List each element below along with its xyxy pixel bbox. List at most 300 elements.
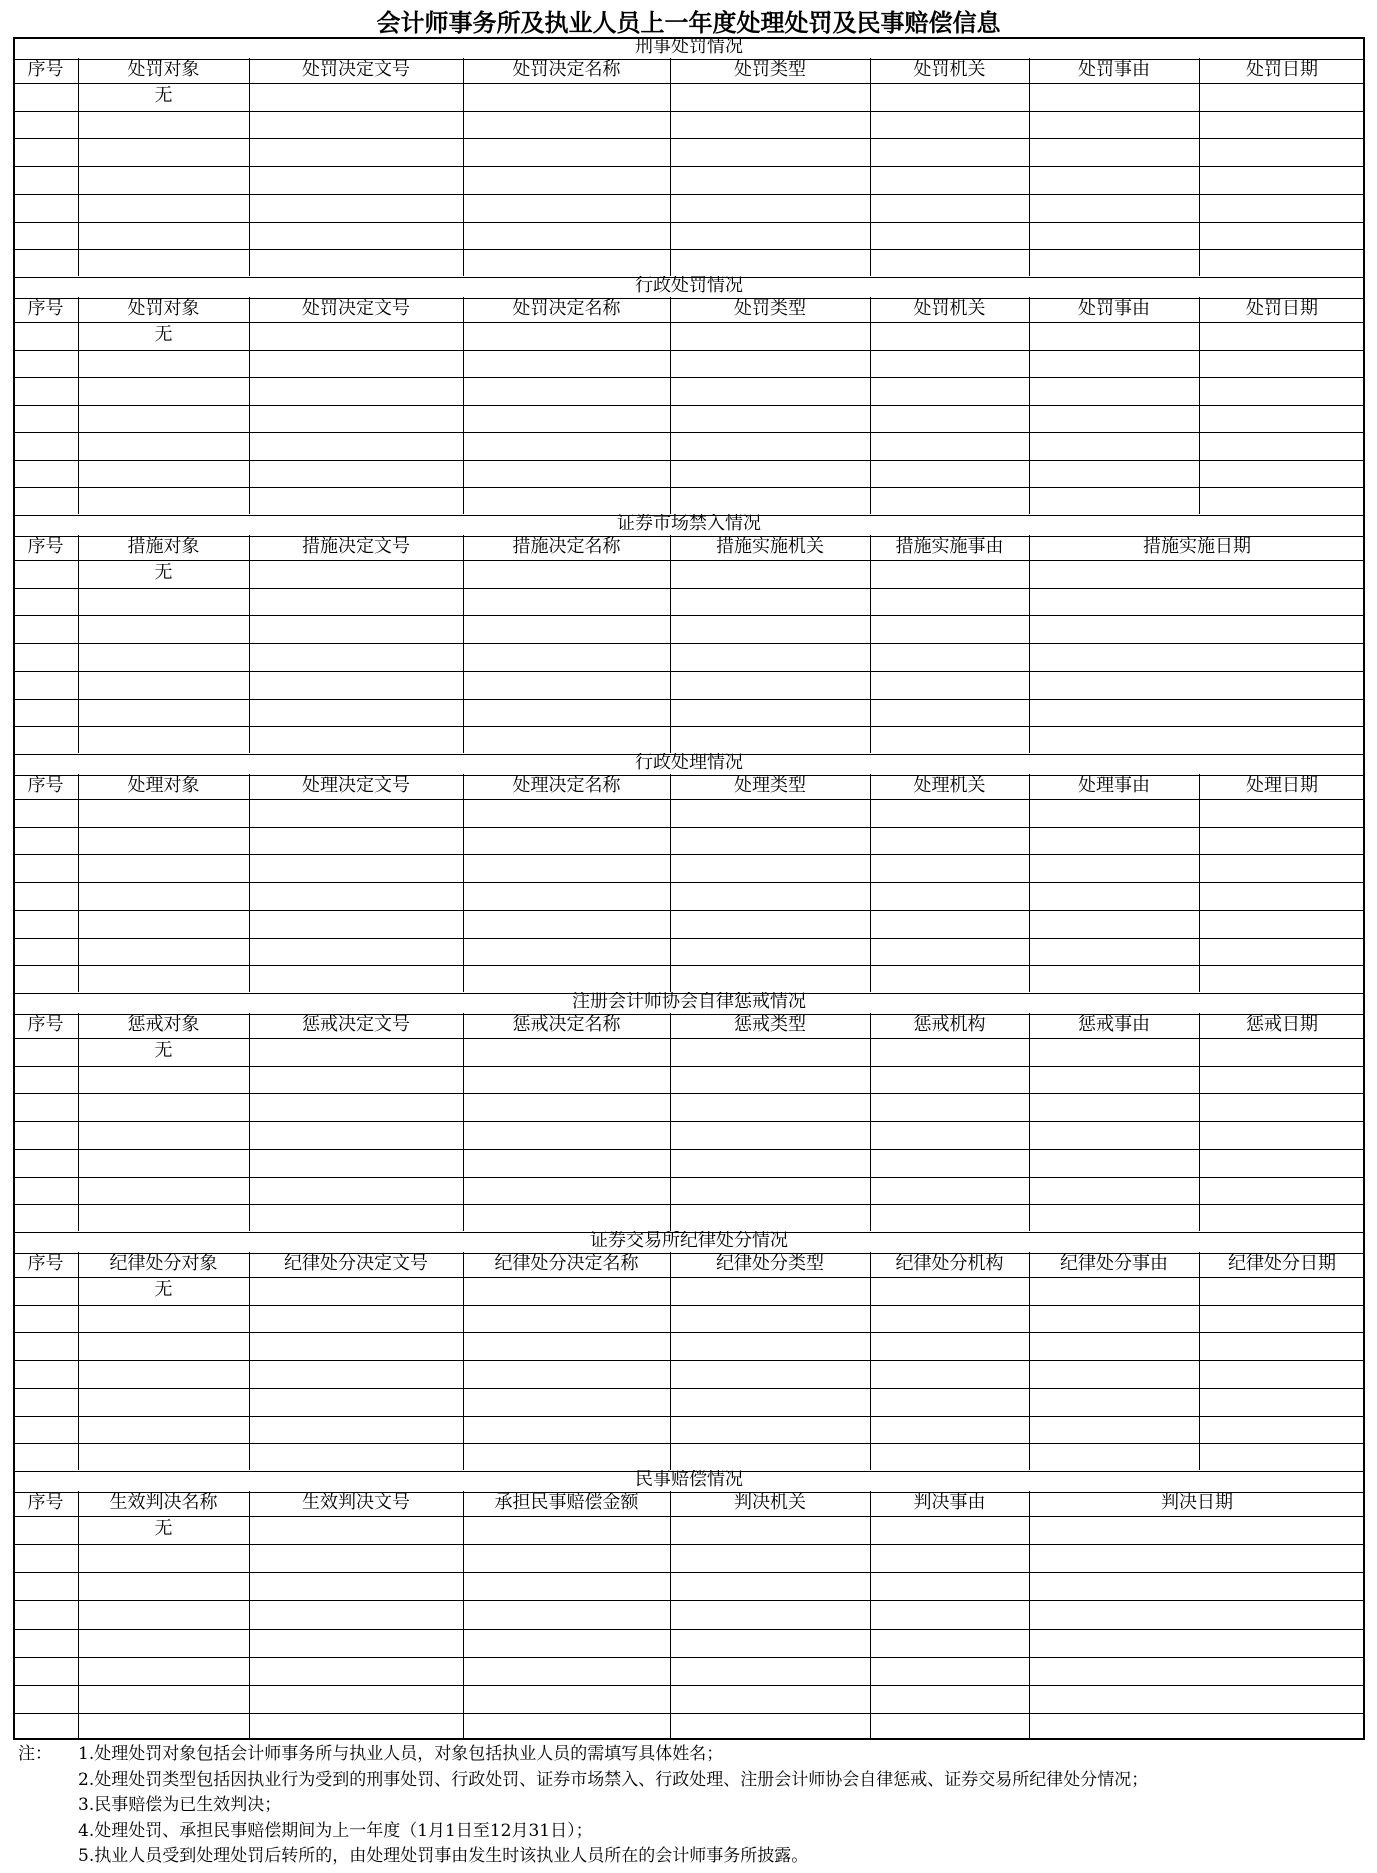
grid-line <box>1199 1013 1200 1232</box>
table-cell <box>78 1203 249 1231</box>
column-header: 序号 <box>27 535 64 557</box>
table-cell <box>670 221 870 249</box>
grid-line <box>463 1252 464 1471</box>
table-cell <box>463 1092 670 1120</box>
table-cell <box>249 725 463 753</box>
table-cell <box>1029 614 1365 642</box>
table-cell <box>463 826 670 854</box>
table-cell <box>13 376 78 404</box>
table-cell <box>13 431 78 459</box>
column-header: 纪律处分对象 <box>109 1252 218 1274</box>
table-cell <box>670 82 870 110</box>
table-cell <box>463 614 670 642</box>
table-cell <box>1199 909 1365 937</box>
table-cell <box>463 165 670 193</box>
table-cell <box>463 642 670 670</box>
table-cell <box>1029 670 1365 698</box>
table-cell <box>1199 110 1365 138</box>
table-cell: 无 <box>154 561 173 583</box>
table-cell <box>13 1176 78 1204</box>
table-cell <box>870 82 1029 110</box>
table-cell <box>463 82 670 110</box>
table-cell <box>249 165 463 193</box>
table-cell <box>78 1148 249 1176</box>
table-cell <box>870 1628 1029 1656</box>
table-cell <box>78 1065 249 1093</box>
table-cell <box>670 1684 870 1712</box>
table-cell <box>463 110 670 138</box>
column-header: 惩戒类型 <box>734 1013 806 1035</box>
grid-line <box>870 1252 871 1471</box>
table-cell <box>670 964 870 992</box>
grid-line <box>1199 774 1200 993</box>
table-cell <box>870 1065 1029 1093</box>
table-cell <box>78 642 249 670</box>
table-cell <box>870 1276 1029 1304</box>
column-header: 纪律处分事由 <box>1060 1252 1168 1274</box>
table-cell <box>1029 1415 1199 1443</box>
table-cell <box>463 670 670 698</box>
column-header: 处罚日期 <box>1246 58 1318 80</box>
table-cell <box>249 909 463 937</box>
table-cell <box>1029 110 1199 138</box>
table-cell <box>13 1442 78 1470</box>
table-cell <box>13 1331 78 1359</box>
table-cell <box>249 404 463 432</box>
table-cell <box>13 404 78 432</box>
section-title: 刑事处罚情况 <box>635 37 743 58</box>
table-cell <box>870 486 1029 514</box>
table-cell <box>1029 937 1199 965</box>
table-cell <box>870 853 1029 881</box>
table-cell <box>249 1571 463 1599</box>
table-cell <box>13 1543 78 1571</box>
table-cell <box>1199 349 1365 377</box>
table-cell <box>13 165 78 193</box>
table-cell <box>13 881 78 909</box>
table-cell <box>870 459 1029 487</box>
table-cell <box>1029 137 1199 165</box>
column-header: 措施实施事由 <box>895 535 1004 557</box>
table-cell <box>1029 1276 1199 1304</box>
table-cell <box>463 1176 670 1204</box>
table-cell <box>870 614 1029 642</box>
table-cell <box>463 1442 670 1470</box>
table-cell <box>670 1712 870 1740</box>
table-cell <box>249 1359 463 1387</box>
table-cell <box>463 964 670 992</box>
table-cell <box>463 1656 670 1684</box>
grid-line <box>78 1491 79 1741</box>
column-header: 序号 <box>27 774 64 796</box>
table-cell <box>1029 1628 1365 1656</box>
table-cell <box>1199 1176 1365 1204</box>
column-header: 序号 <box>27 1013 64 1035</box>
table-cell <box>249 1092 463 1120</box>
table-cell <box>249 1656 463 1684</box>
table-cell <box>1199 1276 1365 1304</box>
table-cell <box>670 1276 870 1304</box>
table-cell <box>463 193 670 221</box>
table-cell <box>670 1628 870 1656</box>
table-cell <box>1029 964 1199 992</box>
table-cell <box>78 1304 249 1332</box>
column-header: 生效判决名称 <box>109 1491 218 1513</box>
grid-line <box>463 58 464 277</box>
note-item: 3.民事赔偿为已生效判决； <box>78 1795 282 1815</box>
table-cell <box>670 826 870 854</box>
table-cell <box>1199 853 1365 881</box>
table-cell <box>78 725 249 753</box>
table-cell <box>78 1656 249 1684</box>
table-cell <box>463 1276 670 1304</box>
table-cell <box>463 1387 670 1415</box>
table-cell <box>13 1276 78 1304</box>
column-header: 措施实施机关 <box>716 535 824 557</box>
column-header: 处罚决定文号 <box>302 297 410 319</box>
table-cell <box>78 937 249 965</box>
column-header: 惩戒事由 <box>1078 1013 1150 1035</box>
table-cell <box>1029 1176 1199 1204</box>
table-cell <box>13 1628 78 1656</box>
table-cell <box>13 110 78 138</box>
table-cell <box>463 725 670 753</box>
table-cell <box>1029 376 1199 404</box>
table-cell <box>249 1543 463 1571</box>
table-cell <box>870 248 1029 276</box>
table-cell <box>1029 1304 1199 1332</box>
table-cell <box>78 248 249 276</box>
table-cell <box>870 1148 1029 1176</box>
table-cell <box>1199 1120 1365 1148</box>
table-cell <box>870 937 1029 965</box>
column-header: 措施决定文号 <box>302 535 410 557</box>
table-cell <box>670 559 870 587</box>
table-cell <box>13 349 78 377</box>
table-cell <box>249 1176 463 1204</box>
table-cell <box>1199 826 1365 854</box>
table-cell <box>249 1304 463 1332</box>
table-cell <box>78 587 249 615</box>
column-header: 判决日期 <box>1161 1491 1233 1513</box>
table-cell <box>78 1092 249 1120</box>
column-header: 惩戒日期 <box>1246 1013 1318 1035</box>
table-cell <box>1029 1359 1199 1387</box>
table-cell <box>78 376 249 404</box>
table-cell <box>13 321 78 349</box>
table-cell <box>463 1203 670 1231</box>
table-cell <box>463 1037 670 1065</box>
table-cell <box>1029 798 1199 826</box>
table-cell <box>870 1176 1029 1204</box>
table-cell <box>870 1684 1029 1712</box>
grid-line <box>670 774 671 993</box>
table-cell <box>1029 1148 1199 1176</box>
table-cell <box>1029 1599 1365 1627</box>
table-cell <box>670 698 870 726</box>
table-cell <box>1029 431 1199 459</box>
table-cell <box>13 909 78 937</box>
table-cell <box>1029 909 1199 937</box>
table-cell <box>670 1599 870 1627</box>
table-cell <box>13 486 78 514</box>
table-cell <box>249 642 463 670</box>
table-cell <box>670 1304 870 1332</box>
table-cell <box>78 1543 249 1571</box>
table-cell <box>463 1571 670 1599</box>
table-cell <box>78 1359 249 1387</box>
table-cell <box>249 1331 463 1359</box>
table-cell <box>870 1515 1029 1543</box>
table-cell <box>1029 321 1199 349</box>
table-cell <box>1199 193 1365 221</box>
table-cell <box>1199 321 1365 349</box>
table-cell <box>249 137 463 165</box>
grid-line <box>1199 297 1200 515</box>
table-cell <box>670 1442 870 1470</box>
grid-line <box>78 1252 79 1471</box>
table-cell <box>1029 1065 1199 1093</box>
table-cell <box>1029 1515 1365 1543</box>
table-cell <box>870 670 1029 698</box>
column-header: 处理对象 <box>127 774 200 796</box>
column-header: 处罚类型 <box>734 297 806 319</box>
table-cell <box>13 82 78 110</box>
table-cell <box>870 642 1029 670</box>
table-cell <box>463 881 670 909</box>
table-cell <box>670 486 870 514</box>
grid-line <box>670 535 671 754</box>
table-cell <box>1029 587 1365 615</box>
table-cell <box>1199 1304 1365 1332</box>
table-cell <box>78 165 249 193</box>
section-title: 证券市场禁入情况 <box>617 514 761 535</box>
table-cell <box>870 431 1029 459</box>
table-cell <box>1029 1331 1199 1359</box>
table-cell <box>463 1065 670 1093</box>
table-cell <box>13 1359 78 1387</box>
column-header: 措施对象 <box>127 535 200 557</box>
column-header: 处理事由 <box>1078 774 1150 796</box>
section-title: 证券交易所纪律处分情况 <box>590 1231 788 1252</box>
table-cell <box>249 1120 463 1148</box>
column-header: 处罚机关 <box>913 58 986 80</box>
grid-line <box>463 297 464 515</box>
table-cell <box>670 1092 870 1120</box>
table-cell <box>13 221 78 249</box>
table-cell <box>870 1656 1029 1684</box>
table-cell <box>870 1037 1029 1065</box>
table-cell <box>670 248 870 276</box>
table-cell <box>1029 1712 1365 1740</box>
grid-line <box>1029 1491 1030 1741</box>
table-cell <box>249 1276 463 1304</box>
table-cell <box>13 248 78 276</box>
table-cell <box>249 853 463 881</box>
table-cell <box>870 881 1029 909</box>
table-cell <box>1199 1442 1365 1470</box>
table-cell <box>249 826 463 854</box>
column-header: 处罚事由 <box>1078 297 1150 319</box>
table-cell <box>870 1442 1029 1470</box>
table-cell <box>78 1684 249 1712</box>
table-cell <box>249 1515 463 1543</box>
table-cell <box>13 1037 78 1065</box>
grid-line <box>870 535 871 754</box>
column-header: 判决机关 <box>734 1491 806 1513</box>
table-cell <box>1029 1656 1365 1684</box>
table-cell <box>1199 798 1365 826</box>
grid-line <box>870 774 871 993</box>
table-cell <box>670 1656 870 1684</box>
column-header: 序号 <box>27 1491 64 1513</box>
table-cell <box>1199 1148 1365 1176</box>
table-cell <box>463 486 670 514</box>
table-cell <box>870 587 1029 615</box>
table-cell <box>1199 937 1365 965</box>
table-cell <box>670 165 870 193</box>
column-header: 处罚决定文号 <box>302 58 410 80</box>
table-cell <box>670 881 870 909</box>
table-cell <box>78 404 249 432</box>
table-cell <box>670 376 870 404</box>
table-cell <box>249 1628 463 1656</box>
table-cell <box>78 1442 249 1470</box>
table-cell <box>1029 459 1199 487</box>
note-item: 2.处理处罚类型包括因执业行为受到的刑事处罚、行政处罚、证券市场禁入、行政处理、注册会计师协会自律惩戒、证券交易所纪律处分情况； <box>78 1769 1149 1790</box>
table-cell <box>78 1599 249 1627</box>
grid-line <box>670 1491 671 1741</box>
table-cell <box>870 1599 1029 1627</box>
table-cell <box>13 964 78 992</box>
table-cell <box>78 798 249 826</box>
table-cell <box>13 1684 78 1712</box>
grid-line <box>78 1013 79 1232</box>
table-cell <box>670 937 870 965</box>
table-cell <box>1029 165 1199 193</box>
table-cell <box>13 853 78 881</box>
column-header: 处罚类型 <box>734 58 806 80</box>
table-cell <box>1199 881 1365 909</box>
table-cell <box>13 587 78 615</box>
table-cell <box>870 137 1029 165</box>
grid-line <box>249 1013 250 1232</box>
grid-line <box>249 1252 250 1471</box>
table-cell <box>249 881 463 909</box>
column-header: 措施决定名称 <box>512 535 621 557</box>
section-title: 行政处罚情况 <box>635 276 743 297</box>
table-cell <box>463 1628 670 1656</box>
table-cell <box>870 909 1029 937</box>
table-cell <box>13 1571 78 1599</box>
disclosure-table <box>13 37 1365 1740</box>
column-header: 措施实施日期 <box>1143 535 1251 557</box>
table-cell <box>249 221 463 249</box>
grid-line <box>870 58 871 277</box>
table-cell <box>870 1304 1029 1332</box>
table-cell <box>13 137 78 165</box>
grid-line <box>249 774 250 993</box>
table-cell <box>1029 404 1199 432</box>
table-cell <box>463 459 670 487</box>
table-cell <box>1029 1120 1199 1148</box>
table-cell <box>670 1515 870 1543</box>
grid-line <box>670 297 671 515</box>
table-cell <box>13 1092 78 1120</box>
grid-line <box>1029 1252 1030 1471</box>
table-cell <box>670 404 870 432</box>
table-cell <box>1199 165 1365 193</box>
column-header: 处理机关 <box>913 774 986 796</box>
grid-line <box>1029 297 1030 515</box>
table-cell <box>670 1037 870 1065</box>
column-header: 纪律处分决定名称 <box>494 1252 639 1274</box>
table-cell <box>670 431 870 459</box>
table-cell <box>78 1120 249 1148</box>
column-header: 惩戒决定名称 <box>512 1013 621 1035</box>
table-cell <box>1199 1065 1365 1093</box>
column-header: 处理日期 <box>1246 774 1318 796</box>
column-header: 处罚对象 <box>127 297 200 319</box>
table-cell <box>249 559 463 587</box>
column-header: 处罚决定名称 <box>512 58 621 80</box>
column-header: 处罚决定名称 <box>512 297 621 319</box>
table-cell <box>1029 725 1365 753</box>
table-cell <box>670 1387 870 1415</box>
table-cell <box>249 1037 463 1065</box>
section-title: 行政处理情况 <box>635 753 743 774</box>
table-cell <box>249 698 463 726</box>
column-header: 纪律处分决定文号 <box>284 1252 428 1274</box>
table-cell <box>670 193 870 221</box>
table-cell <box>670 1571 870 1599</box>
grid-line <box>78 297 79 515</box>
table-cell <box>13 193 78 221</box>
table-cell: 无 <box>154 1039 173 1061</box>
note-item: 1.处理处罚对象包括会计师事务所与执业人员，对象包括执业人员的需填写具体姓名； <box>78 1744 724 1764</box>
table-cell <box>249 321 463 349</box>
table-cell <box>870 1203 1029 1231</box>
page-title: 会计师事务所及执业人员上一年度处理处罚及民事赔偿信息 <box>376 8 1001 37</box>
table-cell <box>1199 459 1365 487</box>
table-cell <box>463 587 670 615</box>
table-cell <box>463 853 670 881</box>
table-cell <box>463 1599 670 1627</box>
table-cell <box>870 725 1029 753</box>
table-cell <box>1029 1442 1199 1470</box>
table-cell <box>670 1543 870 1571</box>
table-cell <box>78 698 249 726</box>
table-cell <box>1029 1092 1199 1120</box>
table-cell <box>249 431 463 459</box>
table-cell <box>670 642 870 670</box>
table-cell <box>870 110 1029 138</box>
table-cell <box>78 964 249 992</box>
grid-line <box>670 1013 671 1232</box>
table-cell <box>870 376 1029 404</box>
table-cell <box>463 1684 670 1712</box>
grid-line <box>463 774 464 993</box>
table-cell <box>78 1571 249 1599</box>
grid-line <box>463 1491 464 1741</box>
table-cell <box>1199 1331 1365 1359</box>
table-cell <box>13 1387 78 1415</box>
table-cell <box>670 1120 870 1148</box>
table-cell <box>463 248 670 276</box>
table-cell <box>249 82 463 110</box>
table-cell <box>1199 431 1365 459</box>
grid-line <box>78 535 79 754</box>
